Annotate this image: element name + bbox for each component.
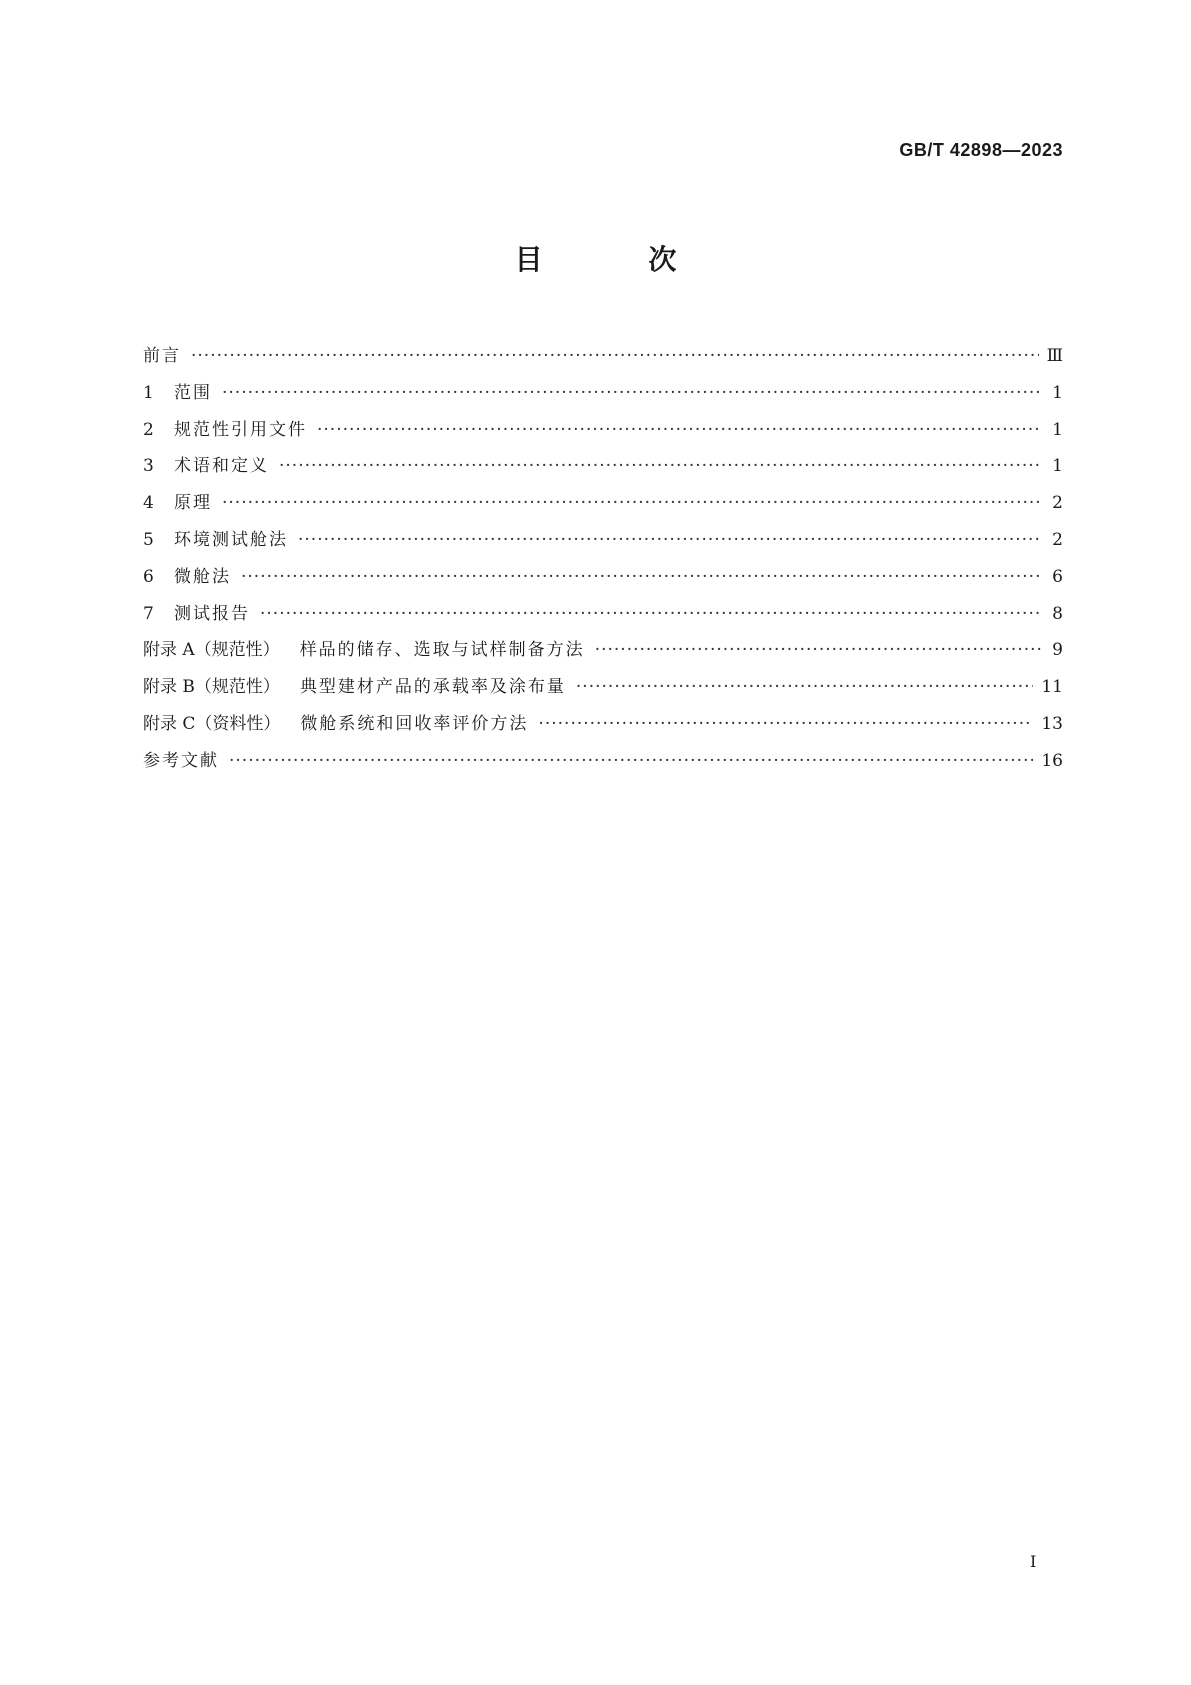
- toc-appendix-prefix: 附录 C: [143, 713, 196, 734]
- toc-entry-page: 2: [1052, 493, 1063, 514]
- toc-leader-dots: [229, 743, 1033, 780]
- toc-entry-5[interactable]: [143, 522, 1063, 559]
- standard-number: GB/T 42898—2023: [899, 140, 1063, 160]
- toc-entry-label: 样品的储存、选取与试样制备方法: [299, 640, 585, 661]
- toc-entry-number: 1: [143, 382, 154, 403]
- toc-entry-page: 6: [1052, 566, 1063, 587]
- toc-entry-number: 3: [143, 456, 154, 477]
- toc-entry-3[interactable]: [143, 448, 1063, 485]
- toc-appendix-prefix: 附录 A: [143, 640, 195, 661]
- toc-entry-number: 2: [143, 419, 154, 440]
- toc-entry-page: 2: [1052, 529, 1063, 550]
- toc-leader-dots: [279, 448, 1041, 485]
- toc-leader-dots: [260, 596, 1041, 633]
- toc-entry-label: 测试报告: [174, 603, 250, 624]
- toc-entry-page: 9: [1052, 640, 1063, 661]
- toc-appendix-classification: （资料性）: [195, 713, 281, 734]
- toc-appendix-classification: （规范性）: [194, 677, 280, 698]
- toc-leader-dots: [538, 706, 1033, 743]
- toc-entry-label: 规范性引用文件: [174, 419, 307, 440]
- toc-entry-4[interactable]: [143, 485, 1063, 522]
- toc-entry-label: 术语和定义: [174, 456, 269, 477]
- toc-entry-appendix-b[interactable]: [143, 669, 1063, 706]
- toc-entry-number: 4: [143, 493, 154, 514]
- toc-entry-label: 微舱系统和回收率评价方法: [300, 713, 529, 734]
- toc-appendix-classification: （规范性）: [194, 640, 280, 661]
- toc-entry-references[interactable]: [143, 743, 1063, 780]
- toc-entry-2[interactable]: [143, 412, 1063, 449]
- toc-entry-1[interactable]: [143, 375, 1063, 412]
- toc-entry-label: 范围: [174, 382, 212, 403]
- toc-entry-page: 13: [1041, 713, 1063, 734]
- toc-entry-foreword[interactable]: [143, 338, 1063, 375]
- toc-entry-label: 前言: [143, 346, 181, 366]
- toc-entry-number: 7: [143, 603, 154, 624]
- toc-leader-dots: [576, 669, 1033, 706]
- toc-entry-7[interactable]: [143, 596, 1063, 633]
- toc-entry-page: 11: [1041, 677, 1063, 698]
- toc-entry-label: 环境测试舱法: [174, 529, 288, 550]
- toc-entry-page: 1: [1052, 456, 1063, 477]
- toc-entry-label: 典型建材产品的承载率及涂布量: [299, 677, 566, 698]
- toc-title: 目 次: [514, 243, 725, 276]
- toc-leader-dots: [222, 375, 1041, 412]
- toc-entry-page: Ⅲ: [1046, 346, 1063, 366]
- toc-leader-dots: [222, 485, 1041, 522]
- table-of-contents: [143, 338, 1063, 780]
- toc-leader-dots: [317, 412, 1041, 449]
- toc-leader-dots: [595, 632, 1041, 669]
- toc-entry-page: 1: [1052, 419, 1063, 440]
- toc-entry-label: 微舱法: [174, 566, 231, 587]
- toc-entry-label: 原理: [174, 493, 212, 514]
- toc-entry-page: 1: [1052, 382, 1063, 403]
- toc-appendix-prefix: 附录 B: [143, 677, 195, 698]
- page-number: Ⅰ: [1030, 1552, 1037, 1571]
- toc-entry-label: 参考文献: [143, 750, 219, 771]
- toc-entry-appendix-c[interactable]: [143, 706, 1063, 743]
- toc-entry-appendix-a[interactable]: [143, 632, 1063, 669]
- toc-leader-dots: [241, 559, 1041, 596]
- toc-entry-number: 5: [143, 529, 154, 550]
- toc-leader-dots: [298, 522, 1041, 559]
- toc-leader-dots: [191, 338, 1039, 375]
- toc-entry-number: 6: [143, 566, 154, 587]
- toc-entry-6[interactable]: [143, 559, 1063, 596]
- toc-entry-page: 8: [1052, 603, 1063, 624]
- toc-entry-page: 16: [1041, 750, 1063, 771]
